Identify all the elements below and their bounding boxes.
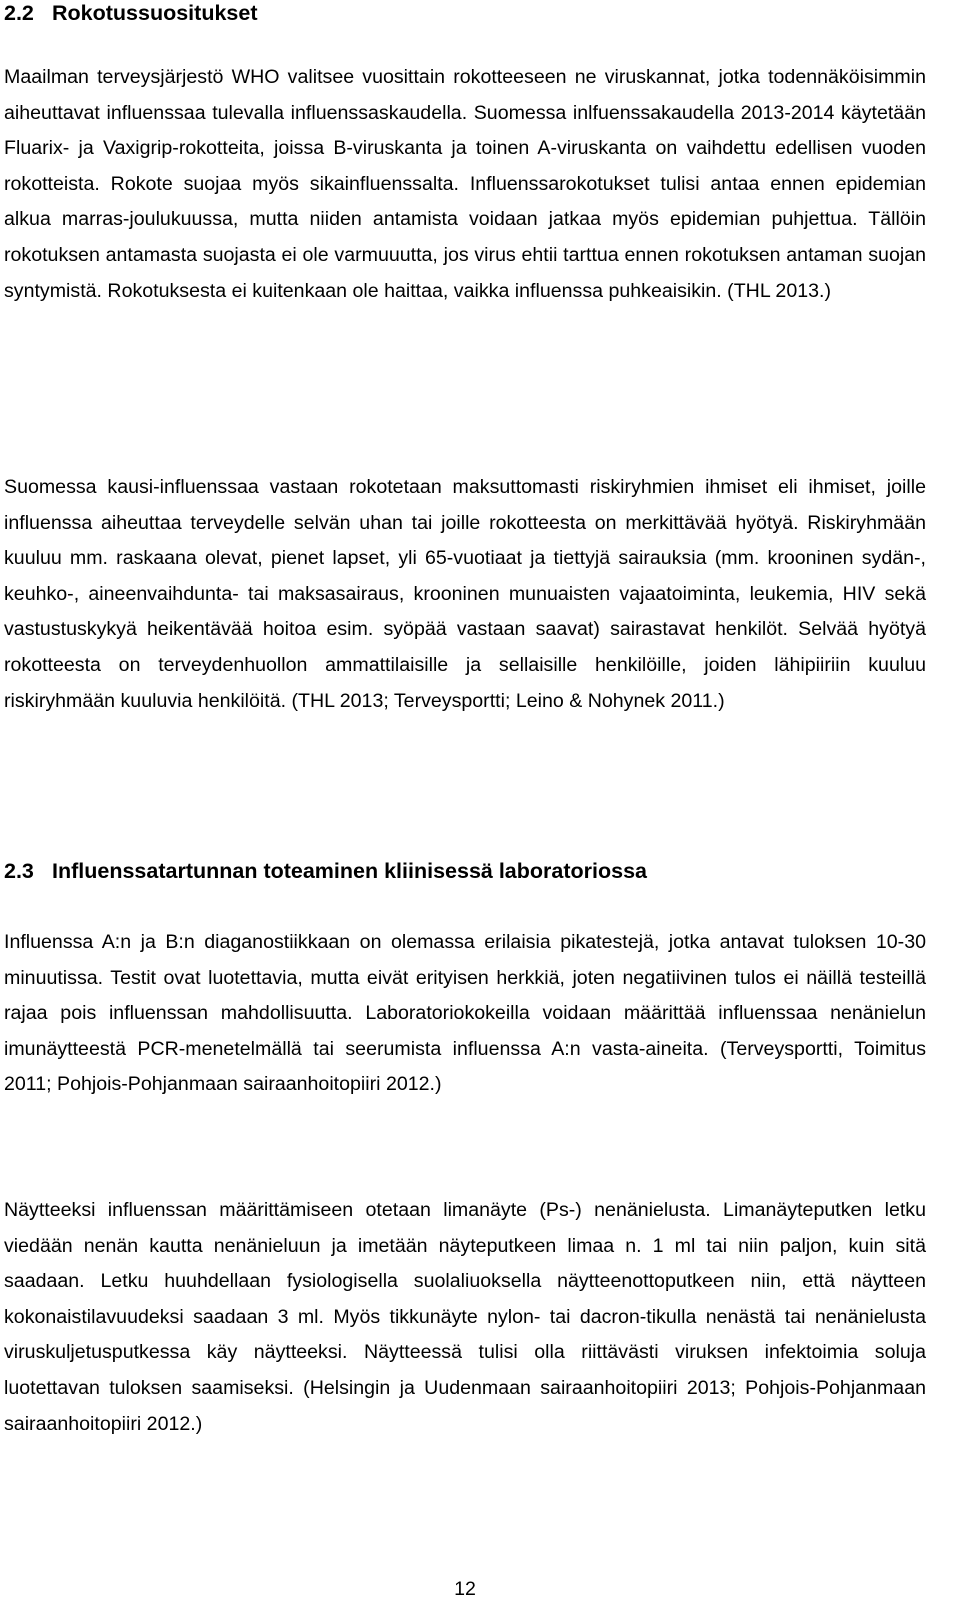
section-number: 2.2 xyxy=(4,1,34,25)
section-heading-rokotussuositukset xyxy=(4,0,257,26)
paragraph-sample-collection: Näytteeksi influenssan määrittämiseen otetaan limanäyte (Ps-) nenänielusta. Limanäyteputken letku viedään nenän kautta nenänieluun ja imetään näyteputkeen limaa n. 1 ml tai niin paljon, kuin sitä saadaan. Letku huuhdellaan fysiologisella suolaliuoksella näytteenottoputkeen niin, että näytteen kokonaistilavuudeksi saadaan 3 ml. Myös tikkunäyte nylon- tai dacron-tikulla nenästä tai nenänielusta viruskuljetusputkessa käy näytteeksi. Näytteessä tulisi olla riittävästi viruksen infektoimia soluja luotettavan tuloksen saamiseksi. (Helsingin ja Uudenmaan sairaanhoitopiiri 2013; Pohjois-Pohjanmaan sairaanhoitopiiri 2012.) xyxy=(4,1199,926,1435)
page-number: 12 xyxy=(454,1578,476,1600)
section-title: Influenssatartunnan toteaminen kliinisessä laboratoriossa xyxy=(52,859,647,883)
section-title: Rokotussuositukset xyxy=(52,1,258,25)
section-number: 2.3 xyxy=(4,859,34,883)
paragraph-who-vaccine-strains: Maailman terveysjärjestö WHO valitsee vuosittain rokotteeseen ne viruskannat, jotka todennäköisimmin aiheuttavat influenssaa tulevalla influenssaskaudella. Suomessa inlfuenssakaudella 2013‑2014 käytetään Fluarix- ja Vaxigrip-rokotteita, joissa B-viruskanta ja toinen A-viruskanta on vaihdettu edellisen vuoden rokotteista. Rokote suojaa myös sikainfluenssalta. Influenssarokotukset tulisi antaa ennen epidemian alkua marras‑joulukuussa, mutta niiden antamista voidaan jatkaa myös epidemian puhjettua. Tällöin rokotuksen antamasta suojasta ei ole varmuuutta, jos virus ehtii tarttua ennen rokotuksen antaman suojan syntymistä. Rokotuksesta ei kuitenkaan ole haittaa, vaikka influenssa puhkeaisikin. (THL 2013.) xyxy=(4,66,926,302)
section-heading-laboratory-diagnosis xyxy=(4,858,647,884)
paragraph-rapid-tests: Influenssa A:n ja B:n diaganostiikkaan on olemassa erilaisia pikatestejä, jotka antavat tuloksen 10‑30 minuutissa. Testit ovat luotettavia, mutta eivät erityisen herkkiä, joten negatiivinen tulos ei näillä testeillä rajaa pois influenssan mahdollisuutta. Laboratoriokokeilla voidaan määrittää influenssaa nenänielun imunäytteestä PCR-menetelmällä tai seerumista influenssa A:n vasta-aineita. (Terveysportti, Toimitus 2011; Pohjois-Pohjanmaan sairaanhoitopiiri 2012.) xyxy=(4,931,926,1096)
paragraph-risk-groups: Suomessa kausi-influenssaa vastaan rokotetaan maksuttomasti riskiryhmien ihmiset eli ihmiset, joille influenssa aiheuttaa terveydelle selvän uhan tai joille rokotteesta on merkittävää hyötyä. Riskiryhmään kuuluu mm. raskaana olevat, pienet lapset, yli 65-vuotiaat ja tiettyjä sairauksia (mm. krooninen sydän-, keuhko-, aineenvaihdunta- tai maksasairaus, krooninen munuaisten vajaatoiminta, leukemia, HIV sekä vastustuskykyä heikentävää hoitoa esim. syöpää vastaan saavat) sairastavat henkilöt. Selvää hyötyä rokotteesta on terveydenhuollon ammattilaisille ja sellaisille henkilöille, joiden lähipiiriin kuuluu riskiryhmään kuuluvia henkilöitä. (THL 2013; Terveysportti; Leino & Nohynek 2011.) xyxy=(4,476,926,712)
